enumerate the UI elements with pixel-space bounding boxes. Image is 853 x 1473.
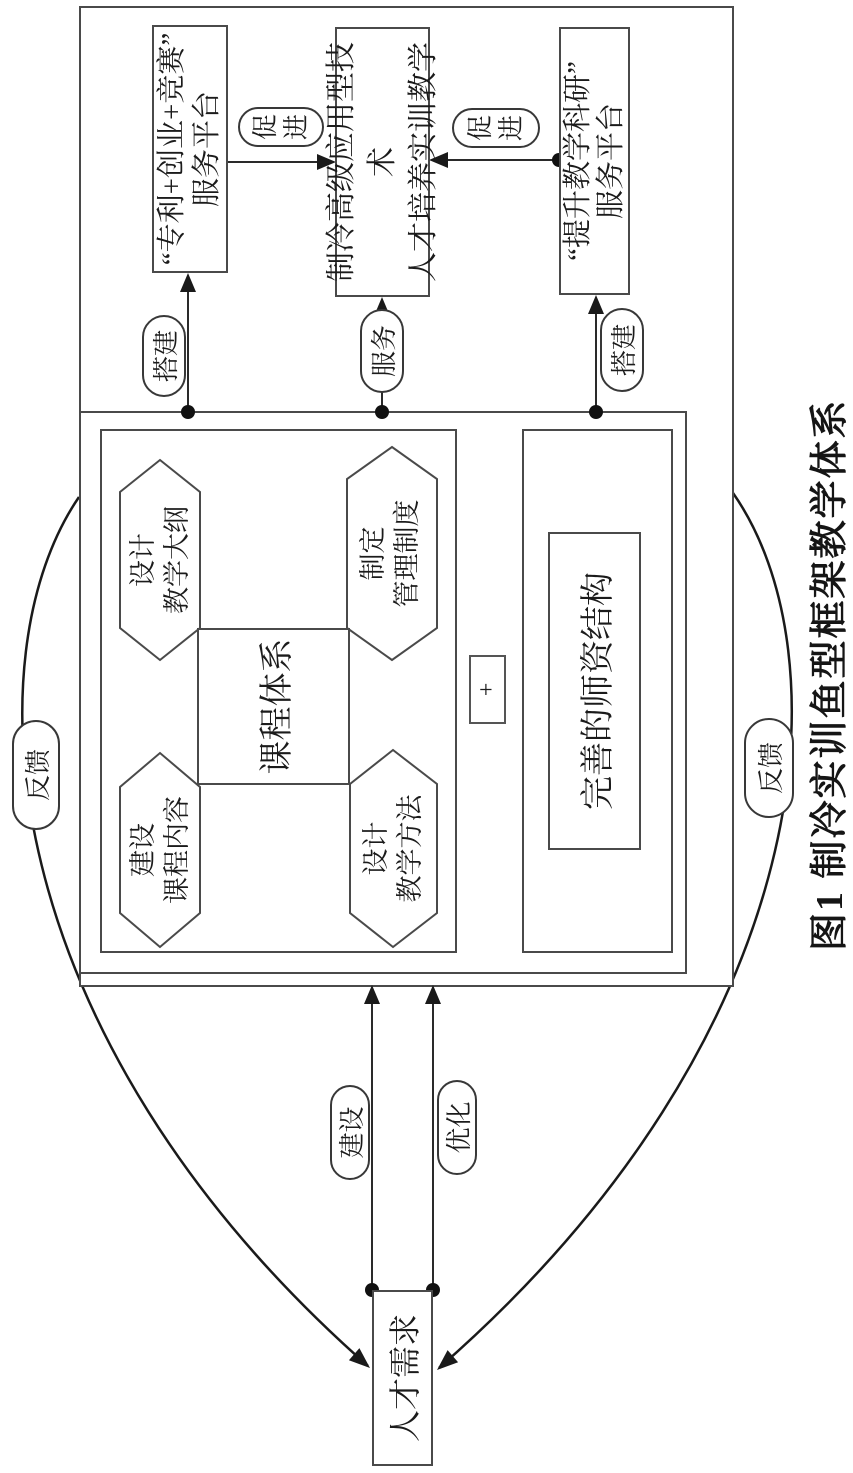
junction-dot (181, 405, 195, 419)
hex-line: 教学大纲 (162, 506, 192, 614)
hexagon-design-syllabus (120, 460, 200, 660)
label-oval-dajian-bottom (600, 308, 644, 392)
plus-connector-box (469, 655, 506, 724)
course-system-box (197, 628, 350, 785)
arrowhead (425, 985, 441, 1004)
hex-line: 建设 (128, 823, 158, 877)
oval-text: 搭建 (151, 330, 181, 383)
research-platform-box (559, 27, 630, 295)
figure-caption: 图1 制冷实训鱼型框架教学体系 (809, 398, 851, 951)
talent-demand-box (372, 1290, 433, 1466)
oval-text: 搭建 (609, 324, 639, 377)
hexagon-design-method (350, 750, 437, 947)
research-platform-line2: 服务平台 (594, 103, 627, 220)
training-center-line1: 制冷高级应用型技术 (325, 42, 399, 282)
teacher-structure-box (548, 532, 641, 850)
oval-text: 促进 (465, 115, 526, 142)
training-center-box (325, 27, 440, 297)
training-center-line2: 人才培养实训教学 (407, 42, 440, 282)
label-oval-fankui-bottom (744, 718, 794, 818)
label-oval-fankui-top (12, 720, 60, 830)
hex-line: 设计 (128, 533, 158, 587)
plus-sign: + (474, 682, 500, 697)
oval-text: 反馈 (23, 749, 53, 802)
talent-demand-label: 人才需求 (386, 1314, 423, 1443)
patent-platform-line1: “专利+创业+竞赛” (156, 32, 188, 266)
junction-dot (589, 405, 603, 419)
hex-line: 制定 (358, 526, 388, 581)
label-oval-jianshe (330, 1085, 370, 1180)
label-oval-cujin-bottom (452, 108, 540, 148)
label-oval-fuwu (360, 309, 404, 393)
label-oval-dajian-top (142, 315, 186, 397)
research-platform-line1: “提升教学科研” (561, 61, 594, 261)
label-oval-cujin-top (238, 107, 324, 147)
oval-text: 建设 (337, 1106, 367, 1159)
teacher-structure-label: 完善的师资结构 (580, 572, 617, 810)
course-system-label: 课程体系 (259, 638, 296, 775)
oval-text: 优化 (444, 1101, 474, 1154)
hexagon-make-rules (347, 447, 437, 660)
hexagon-build-content (120, 753, 200, 947)
patent-platform-line2: 服务平台 (191, 91, 223, 208)
patent-platform-box (152, 25, 228, 273)
hex-line: 课程内容 (162, 796, 192, 904)
oval-text: 服务 (369, 325, 399, 378)
hex-line: 设计 (361, 821, 391, 876)
junction-dot (375, 405, 389, 419)
hex-line: 教学方法 (395, 794, 425, 903)
oval-text: 反馈 (756, 742, 786, 795)
hex-line: 管理制度 (392, 499, 422, 608)
label-oval-youhua (437, 1080, 477, 1175)
oval-text: 促进 (250, 114, 311, 141)
arrowhead (364, 985, 380, 1004)
